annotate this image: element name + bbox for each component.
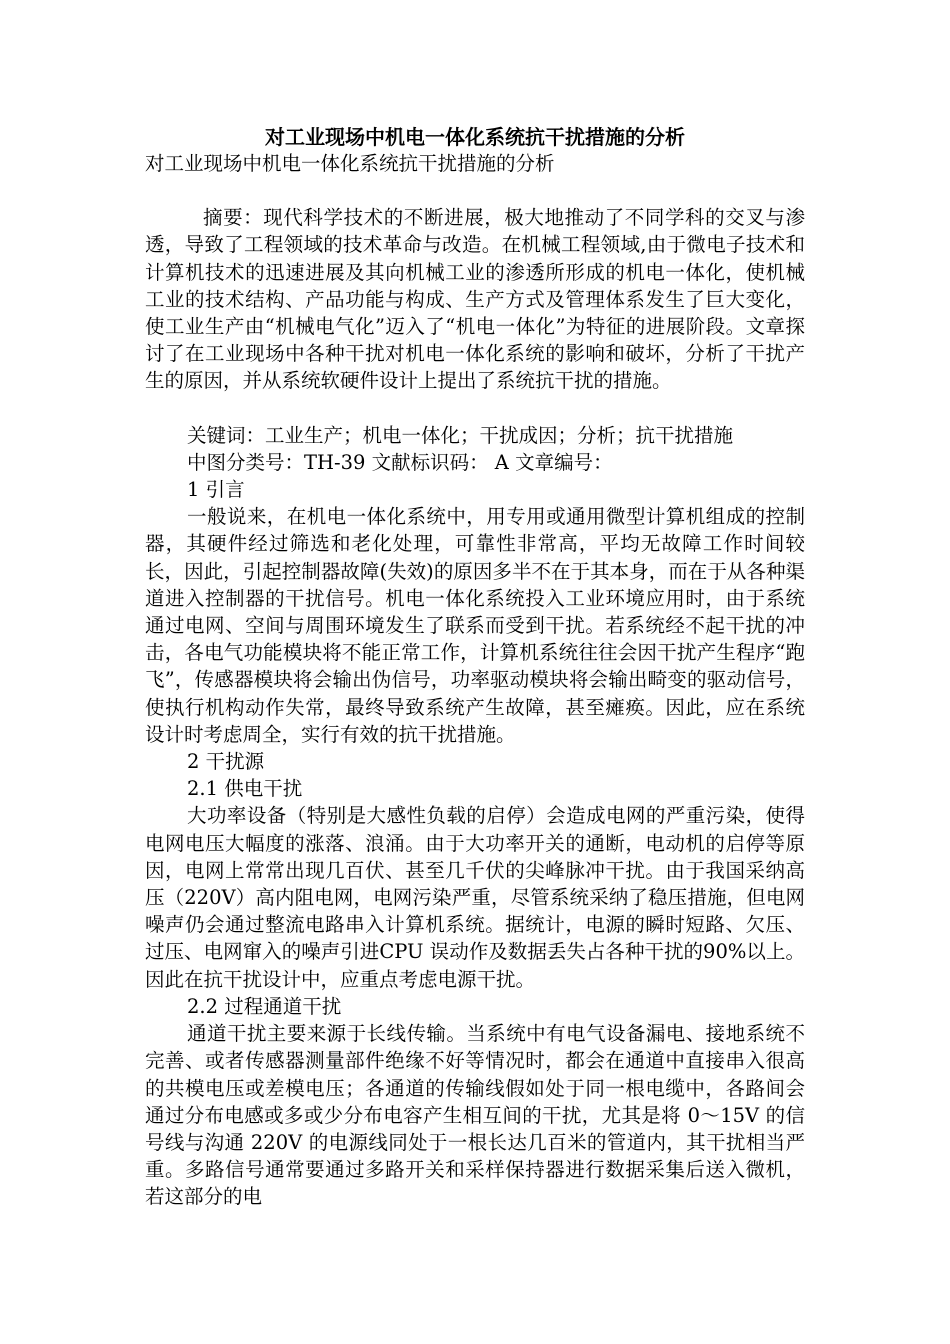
section-2-2-heading: 2.2 过程通道干扰 — [187, 994, 342, 1018]
section-2-1-heading: 2.1 供电干扰 — [187, 777, 303, 801]
abstract-paragraph: 摘要：现代科学技术的不断进展，极大地推动了不同学科的交叉与渗透，导致了工程领域的技术革命与改造。在机械工程领域,由于微电子技术和计算机技术的迅速进展及其向机械工业的渗透所形成的机电一体化，使机械工业的技术结构、产品功能与构成、生产方式及管理体系发生了巨大变化，使工业生产由“机械电气化”迈入了“机电一体化”为特征的进展阶段。文章探讨了在工业现场中各种干扰对机电一体化系统的影响和破坏，分析了干扰产生的原因，并从系统软硬件设计上提出了系统抗干扰的措施。 — [145, 206, 805, 393]
spacer — [145, 177, 805, 204]
keywords-line: 关键词：工业生产；机电一体化；干扰成因；分析；抗干扰措施 — [187, 423, 734, 447]
section-2-2-paragraph: 通道干扰主要来源于长线传输。当系统中有电气设备漏电、接地系统不完善、或者传感器测量部件绝缘不好等情况时，都会在通道中直接串入很高的共模电压或差模电压；各通道的传输线假如处于同一根电缆中，各路间会通过分布电感或多或少分布电容产生相互间的干扰，尤其是将 0～15V 的信号线与沟通 220V 的电源线同处于一根长达几百米的管道内，其干扰相当严重。多路信号通常要通过多路开关和采样保持器进行数据采集后送入微机，若这部分的电 — [145, 1022, 805, 1209]
section-2-1-paragraph: 大功率设备（特别是大感性负载的启停）会造成电网的严重污染，使得电网电压大幅度的涨落、浪涌。由于大功率开关的通断，电动机的启停等原因，电网上常常出现几百伏、甚至几千伏的尖峰脉冲干扰。由于我国采纳高压（220V）高内阻电网，电网污染严重，尽管系统采纳了稳压措施，但电网噪声仍会通过整流电路串入计算机系统。据统计，电源的瞬时短路、欠压、过压、电网窜入的噪声引进CPU 误动作及数据丢失占各种干扰的90%以上。因此在抗干扰设计中，应重点考虑电源干扰。 — [145, 804, 805, 991]
classification-line: 中图分类号：TH-39 文献标识码： A 文章编号： — [187, 450, 613, 474]
section-1-paragraph: 一般说来，在机电一体化系统中，用专用或通用微型计算机组成的控制器，其硬件经过筛选和老化处理，可靠性非常高，平均无故障工作时间较长，因此，引起控制器故障(失效)的原因多半不在于其本身，而在于从各种渠道进入控制器的干扰信号。机电一体化系统投入工业环境应用时，由于系统通过电网、空间与周围环境发生了联系而受到干扰。若系统经不起干扰的冲击，各电气功能模块将不能正常工作，计算机系统往往会因干扰产生程序“跑飞”，传感器模块将会输出伪信号，功率驱动模块将会输出畸变的驱动信号，使执行机构动作失常，最终导致系统产生故障，甚至瘫痪。因此，应在系统设计时考虑周全，实行有效的抗干扰措施。 — [145, 505, 805, 746]
document-body — [145, 150, 805, 1211]
document-subtitle: 对工业现场中机电一体化系统抗干扰措施的分析 — [145, 152, 555, 175]
document-title: 对工业现场中机电一体化系统抗干扰措施的分析 — [265, 125, 685, 149]
section-2-heading: 2 干扰源 — [187, 750, 265, 774]
section-1-heading: 1 引言 — [187, 478, 245, 502]
spacer — [145, 395, 805, 422]
